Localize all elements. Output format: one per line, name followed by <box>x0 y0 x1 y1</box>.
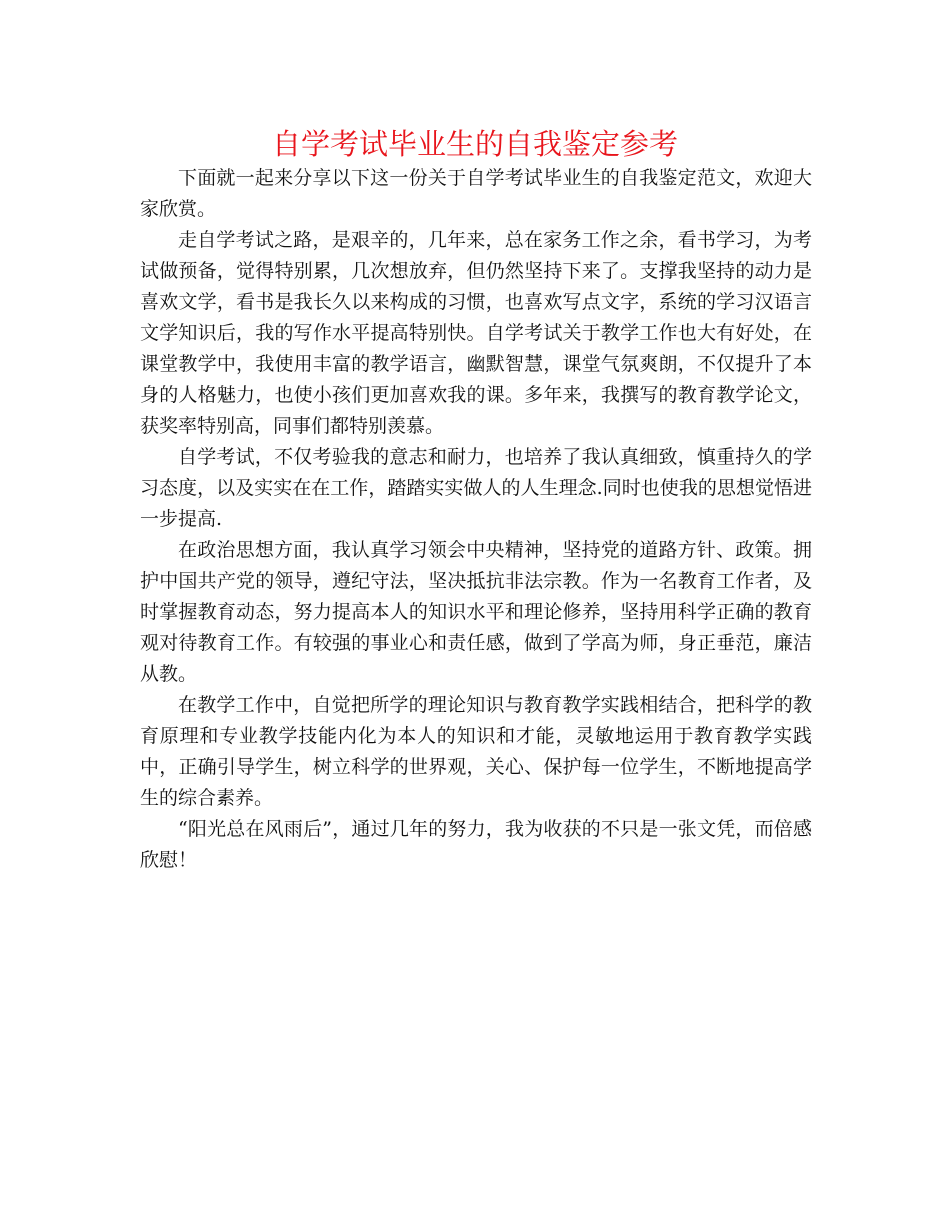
paragraph-teaching: 在教学工作中，自觉把所学的理论知识与教育教学实践相结合，把科学的教育原理和专业教学技能内化为本人的知识和才能，灵敏地运用于教育教学实践中，正确引导学生，树立科学的世界观，关心、保护每一位学生，不断地提高学生的综合素养。 <box>140 694 812 809</box>
document-body <box>140 163 812 876</box>
paragraph-attitude: 自学考试，不仅考验我的意志和耐力，也培养了我认真细致，慎重持久的学习态度，以及实实在在工作，踏踏实实做人的人生理念.同时也使我的思想觉悟进一步提高. <box>140 446 812 530</box>
paragraph-political: 在政治思想方面，我认真学习领会中央精神，坚持党的道路方针、政策。拥护中国共产党的领导，遵纪守法，坚决抵抗非法宗教。作为一名教育工作者，及时掌握教育动态，努力提高本人的知识水平和理论修养，坚持用科学正确的教育观对待教育工作。有较强的事业心和责任感，做到了学高为师，身正垂范，廉洁从教。 <box>140 539 812 685</box>
paragraph-conclusion: “阳光总在风雨后”，通过几年的努力，我为收获的不只是一张文凭，而倍感欣慰！ <box>140 818 812 871</box>
document-title: 自学考试毕业生的自我鉴定参考 <box>271 127 678 161</box>
paragraph-study-path: 走自学考试之路，是艰辛的，几年来，总在家务工作之余，看书学习，为考试做预备，觉得特别累，几次想放弃，但仍然坚持下来了。支撑我坚持的动力是喜欢文学，看书是我长久以来构成的习惯，也喜欢写点文字，系统的学习汉语言文学知识后，我的写作水平提高特别快。自学考试关于教学工作也大有好处，在课堂教学中，我使用丰富的教学语言，幽默智慧，课堂气氛爽朗，不仅提升了本身的人格魅力，也使小孩们更加喜欢我的课。多年来，我撰写的教育教学论文，获奖率特别高，同事们都特别羡慕。 <box>140 229 812 437</box>
paragraph-intro: 下面就一起来分享以下这一份关于自学考试毕业生的自我鉴定范文，欢迎大家欣赏。 <box>140 167 812 220</box>
